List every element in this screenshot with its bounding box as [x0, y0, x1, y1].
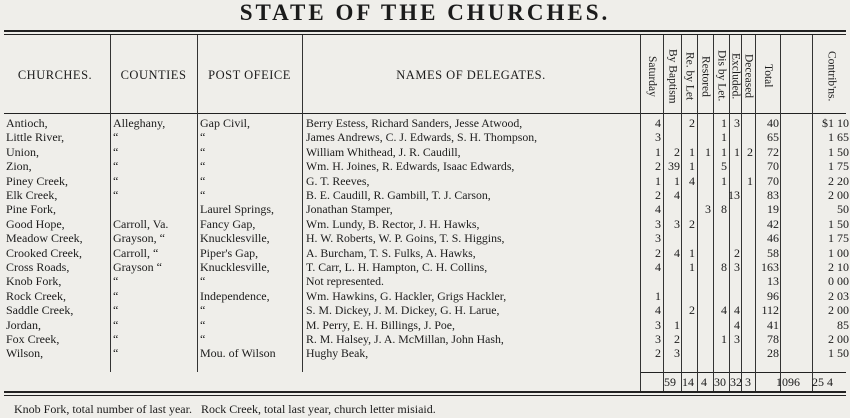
- county-name: “: [113, 332, 119, 346]
- cell-dec: 1: [747, 173, 753, 188]
- cell-sat: 4: [655, 116, 661, 130]
- church-name: Cross Roads,: [6, 260, 70, 274]
- delegate-names: A. Burcham, T. S. Fulks, A. Hawks,: [306, 245, 476, 260]
- county-name: “: [113, 274, 119, 289]
- post-office: Knucklesville,: [200, 260, 270, 274]
- cell-contrib: $1 10: [822, 116, 849, 130]
- table-row: [0, 347, 850, 359]
- cell-sat: 1: [655, 288, 661, 303]
- cell-total: 41: [767, 317, 779, 332]
- post-office: “: [200, 144, 206, 159]
- cell-res: 3: [705, 202, 711, 217]
- cell-sat: 3: [655, 231, 661, 246]
- cell-sat: 4: [655, 260, 661, 274]
- church-name: Meadow Creek,: [6, 231, 83, 246]
- total-excluded: 32: [730, 375, 742, 389]
- cell-total: 40: [767, 116, 779, 130]
- cell-exc: 4: [734, 317, 740, 332]
- cell-total: 70: [767, 159, 779, 174]
- table-row: [0, 304, 850, 316]
- table-row: [0, 117, 850, 129]
- cell-total: 28: [767, 346, 779, 361]
- cell-bap: 2: [674, 144, 680, 159]
- bottom-rule-thick: [4, 391, 846, 393]
- cell-sat: 2: [655, 346, 661, 361]
- cell-sat: 4: [655, 202, 661, 217]
- cell-contrib: 2 10: [828, 260, 849, 274]
- delegate-names: Wm. H. Joines, R. Edwards, Isaac Edwards,: [306, 159, 515, 174]
- cell-rec: 1: [689, 144, 695, 159]
- cell-rec: 2: [689, 116, 695, 130]
- cell-total: 70: [767, 173, 779, 188]
- church-name: Piney Creek,: [6, 173, 68, 188]
- post-office: Gap Civil,: [200, 116, 250, 130]
- cell-exc: 3: [734, 260, 740, 274]
- cell-rec: 4: [689, 173, 695, 188]
- cell-total: 46: [767, 231, 779, 246]
- cell-bap: 4: [674, 188, 680, 202]
- church-name: Antioch,: [6, 116, 48, 130]
- cell-exc: 1: [734, 144, 740, 159]
- total-restored: 4: [701, 375, 707, 389]
- cell-contrib: 1 75: [828, 231, 849, 246]
- post-office: “: [200, 332, 206, 346]
- cell-contrib: 2 00: [828, 332, 849, 346]
- post-office: “: [200, 188, 206, 202]
- cell-total: 58: [767, 245, 779, 260]
- cell-bap: 1: [674, 317, 680, 332]
- header-restored: Restored: [699, 55, 712, 97]
- cell-dis: 8: [721, 260, 727, 274]
- cell-dis: 1: [721, 144, 727, 159]
- cell-sat: 2: [655, 159, 661, 174]
- cell-contrib: 0 00: [828, 274, 849, 289]
- cell-sat: 3: [655, 332, 661, 346]
- county-name: “: [113, 288, 119, 303]
- cell-sat: 1: [655, 144, 661, 159]
- cell-rec: 2: [689, 303, 695, 318]
- table-row: [0, 175, 850, 187]
- cell-contrib: 85: [837, 317, 849, 332]
- total-baptism: 59: [664, 375, 676, 389]
- header-post-office: POST OFEICE: [208, 67, 291, 82]
- total-dismissed: 30: [714, 375, 726, 389]
- cell-rec: 1: [689, 159, 695, 174]
- cell-sat: 2: [655, 245, 661, 260]
- cell-exc: 2: [734, 245, 740, 260]
- cell-bap: 4: [674, 245, 680, 260]
- cell-dis: 1: [721, 173, 727, 188]
- delegate-names: Berry Estess, Richard Sanders, Jesse Atwood,: [306, 116, 523, 130]
- cell-sat: 3: [655, 216, 661, 231]
- cell-bap: 2: [674, 332, 680, 346]
- cell-total: 163: [761, 260, 779, 274]
- cell-dis: 5: [721, 159, 727, 174]
- cell-res: 1: [705, 144, 711, 159]
- cell-contrib: 1 50: [828, 216, 849, 231]
- post-office: “: [200, 173, 206, 188]
- church-name: Union,: [6, 144, 39, 159]
- cell-dis: 1: [721, 332, 727, 346]
- cell-total: 78: [767, 332, 779, 346]
- post-office: “: [200, 317, 206, 332]
- cell-sat: 3: [655, 130, 661, 145]
- header-received-by-letter: Re. by Let: [683, 51, 696, 101]
- header-baptism: By Baptism: [666, 48, 679, 104]
- cell-total: 19: [767, 202, 779, 217]
- totals-top-rule: [640, 372, 846, 373]
- table-row: [0, 247, 850, 259]
- cell-bap: 3: [674, 216, 680, 231]
- cell-total: 72: [767, 144, 779, 159]
- cell-contrib: 2 20: [828, 173, 849, 188]
- cell-contrib: 1 00: [828, 245, 849, 260]
- cell-contrib: 1 75: [828, 159, 849, 174]
- footnote: Knob Fork, total number of last year. Rock Creek, total last year, church letter misiaid.: [14, 402, 436, 416]
- church-name: Pine Fork,: [6, 202, 57, 217]
- header-delegates: NAMES OF DELEGATES.: [396, 67, 546, 82]
- cell-total: 65: [767, 130, 779, 145]
- church-name: Knob Fork,: [6, 274, 62, 289]
- post-office: Piper's Gap,: [200, 245, 259, 260]
- delegate-names: M. Perry, E. H. Billings, J. Poe,: [306, 317, 455, 332]
- county-name: “: [113, 173, 119, 188]
- total-deceased: 3: [745, 375, 751, 389]
- header-contributions: Contrib'ns.: [825, 50, 838, 102]
- top-rule-thick: [4, 30, 846, 32]
- cell-exc: 4: [734, 303, 740, 318]
- county-name: Grayson “: [113, 260, 162, 274]
- county-name: “: [113, 159, 119, 174]
- county-name: “: [113, 317, 119, 332]
- post-office: Mou. of Wilson: [200, 346, 276, 361]
- church-name: Elk Creek,: [6, 188, 58, 202]
- header-saturday: Saturday: [646, 55, 658, 97]
- table-row: [0, 290, 850, 302]
- post-office: “: [200, 159, 206, 174]
- total-members: 1096: [776, 375, 800, 389]
- county-name: “: [113, 144, 119, 159]
- delegate-names: Hughy Beak,: [306, 346, 369, 361]
- cell-bap: 39: [668, 159, 680, 174]
- cell-contrib: 50: [837, 202, 849, 217]
- county-name: Alleghany,: [113, 116, 166, 130]
- post-office: “: [200, 303, 206, 318]
- church-name: Zion,: [6, 159, 32, 174]
- church-name: Good Hope,: [6, 216, 65, 231]
- cell-bap: 3: [674, 346, 680, 361]
- header-total: Total: [762, 64, 774, 88]
- county-name: “: [113, 346, 119, 361]
- church-name: Fox Creek,: [6, 332, 60, 346]
- post-office: Knucklesville,: [200, 231, 270, 246]
- cell-contrib: 1 50: [828, 346, 849, 361]
- table-row: [0, 203, 850, 215]
- county-name: Carroll, Va.: [113, 216, 169, 231]
- header-counties: COUNTIES: [120, 67, 187, 82]
- delegate-names: T. Carr, L. H. Hampton, C. H. Collins,: [306, 260, 488, 274]
- cell-total: 96: [767, 288, 779, 303]
- totals-row: [0, 375, 850, 389]
- county-name: “: [113, 188, 119, 202]
- table-row: [0, 189, 850, 201]
- header-deceased: Deceased: [742, 53, 755, 99]
- cell-contrib: 1 50: [828, 144, 849, 159]
- cell-total: 42: [767, 216, 779, 231]
- delegate-names: William Whithead, J. R. Caudill,: [306, 144, 461, 159]
- cell-sat: 1: [655, 173, 661, 188]
- delegate-names: B. E. Caudill, R. Gambill, T. J. Carson,: [306, 188, 491, 202]
- delegate-names: Wm. Lundy, B. Rector, J. H. Hawks,: [306, 216, 480, 231]
- cell-dis: 8: [721, 202, 727, 217]
- cell-rec: 2: [689, 216, 695, 231]
- county-name: Carroll, “: [113, 245, 159, 260]
- cell-contrib: 2 03: [828, 288, 849, 303]
- delegate-names: James Andrews, C. J. Edwards, S. H. Thompson,: [306, 130, 538, 145]
- table-row: [0, 232, 850, 244]
- total-contributions: 25 4: [812, 375, 833, 389]
- cell-dis: 1: [721, 130, 727, 145]
- post-office: Laurel Springs,: [200, 202, 274, 217]
- header-excluded: Excluded.: [729, 52, 742, 100]
- table-row: [0, 319, 850, 331]
- header-churches: CHURCHES.: [17, 67, 93, 82]
- cell-total: 112: [761, 303, 779, 318]
- cell-contrib: 2 00: [828, 303, 849, 318]
- post-office: Independence,: [200, 288, 270, 303]
- cell-sat: 4: [655, 303, 661, 318]
- cell-total: 83: [767, 188, 779, 202]
- county-name: “: [113, 303, 119, 318]
- delegate-names: G. T. Reeves,: [306, 173, 370, 188]
- church-name: Little River,: [6, 130, 65, 145]
- table-row: [0, 275, 850, 287]
- cell-contrib: 2 00: [828, 188, 849, 202]
- delegate-names: Not represented.: [306, 274, 384, 289]
- cell-exc: 3: [734, 116, 740, 130]
- post-office: Fancy Gap,: [200, 216, 256, 231]
- table-row: [0, 218, 850, 230]
- delegate-names: Wm. Hawkins, G. Hackler, Grigs Hackler,: [306, 288, 507, 303]
- cell-rec: 1: [689, 260, 695, 274]
- page-title: STATE OF THE CHURCHES.: [239, 0, 611, 25]
- delegate-names: Jonathan Stamper,: [306, 202, 393, 217]
- cell-exc: 13: [728, 188, 740, 202]
- table-row: [0, 333, 850, 345]
- church-name: Wilson,: [6, 346, 44, 361]
- cell-sat: 2: [655, 188, 661, 202]
- table-row: [0, 146, 850, 158]
- cell-contrib: 1 65: [828, 130, 849, 145]
- total-received: 14: [682, 375, 694, 389]
- post-office: “: [200, 130, 206, 145]
- church-name: Rock Creek,: [6, 288, 66, 303]
- delegate-names: S. M. Dickey, J. M. Dickey, G. H. Larue,: [306, 303, 500, 318]
- table-row: [0, 261, 850, 273]
- cell-total: 13: [767, 274, 779, 289]
- cell-sat: 3: [655, 317, 661, 332]
- header-dismissed-by-letter: Dis by Let.: [715, 50, 728, 102]
- church-name: Crooked Creek,: [6, 245, 82, 260]
- table-row: [0, 160, 850, 172]
- county-name: Grayson, “: [113, 231, 165, 246]
- post-office: “: [200, 274, 206, 289]
- cell-dec: 2: [747, 144, 753, 159]
- church-name: Saddle Creek,: [6, 303, 74, 318]
- cell-dis: 4: [721, 303, 727, 318]
- bottom-rule-thin: [4, 395, 846, 396]
- cell-exc: 3: [734, 332, 740, 346]
- county-name: “: [113, 130, 119, 145]
- delegate-names: H. W. Roberts, W. P. Goins, T. S. Higgins,: [306, 231, 505, 246]
- cell-dis: 1: [721, 116, 727, 130]
- top-rule-thin: [4, 34, 846, 35]
- church-name: Jordan,: [6, 317, 41, 332]
- cell-rec: 1: [689, 245, 695, 260]
- cell-bap: 1: [674, 173, 680, 188]
- table-row: [0, 131, 850, 143]
- delegate-names: R. M. Halsey, J. A. McMillan, John Hash,: [306, 332, 504, 346]
